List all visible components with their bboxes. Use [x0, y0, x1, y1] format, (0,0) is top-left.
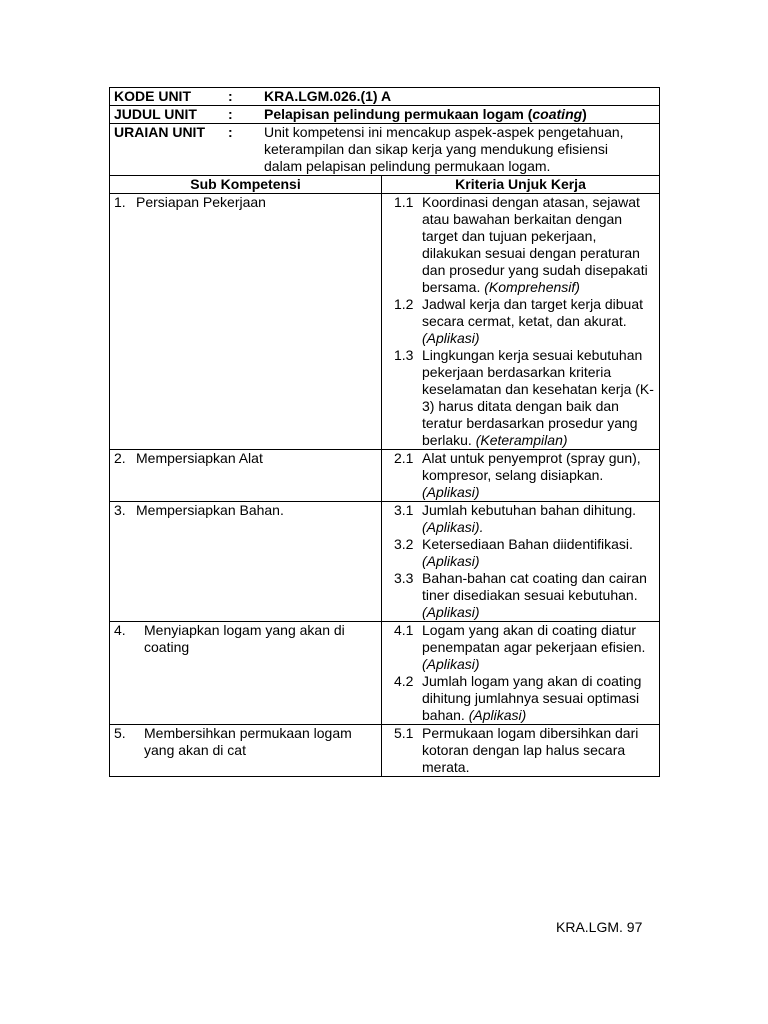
list-item	[386, 725, 655, 776]
list-item	[386, 622, 655, 673]
kriteria-tag: (Aplikasi)	[422, 553, 480, 569]
sub-kompetensi-title: Mempersiapkan Alat	[136, 450, 263, 466]
sub-kompetensi-cell	[110, 502, 382, 622]
column-header-kriteria: Kriteria Unjuk Kerja	[382, 176, 660, 194]
kriteria-text: Lingkungan kerja sesuai kebutuhan pekerjaan berdasarkan kriteria keselamatan dan kesehatan kerja (K-3) harus ditata dengan baik dan teratur berdasarkan prosedur yang berlaku.	[422, 347, 654, 448]
list-item	[386, 347, 655, 449]
judul-unit-value	[264, 106, 655, 123]
list-item	[386, 194, 655, 296]
sub-kompetensi-number: 5.	[114, 725, 126, 741]
column-header-sub: Sub Kompetensi	[110, 176, 382, 194]
sub-kompetensi-title: Menyiapkan logam yang akan di coating	[144, 622, 345, 655]
sub-kompetensi-cell	[110, 450, 382, 502]
kriteria-number: 4.2	[394, 673, 414, 689]
kriteria-cell	[382, 502, 660, 622]
kriteria-number: 3.3	[394, 570, 414, 586]
kriteria-tag: (Aplikasi)	[422, 484, 480, 500]
sub-kompetensi-cell	[110, 725, 382, 777]
table-row	[110, 725, 660, 777]
kode-unit-row	[110, 88, 660, 106]
sub-kompetensi-title: Persiapan Pekerjaan	[136, 194, 266, 210]
list-item	[386, 673, 655, 724]
uraian-unit-label: URAIAN UNIT	[114, 124, 205, 140]
kriteria-tag: (Aplikasi)	[422, 656, 480, 672]
kriteria-number: 1.1	[394, 194, 414, 210]
table-row	[110, 622, 660, 725]
kriteria-text: Jumlah kebutuhan bahan dihitung.	[422, 502, 637, 518]
competency-rows	[110, 194, 660, 777]
kriteria-text: Jumlah logam yang akan di coating dihitung jumlahnya sesuai optimasi bahan.	[422, 673, 642, 723]
kriteria-text: Logam yang akan di coating diatur penempatan agar pekerjaan efisien.	[422, 622, 646, 655]
sub-kompetensi-cell	[110, 622, 382, 725]
sub-kompetensi-cell	[110, 194, 382, 450]
sub-kompetensi-number: 3.	[114, 502, 126, 518]
kriteria-tag: (Aplikasi).	[422, 519, 484, 535]
kriteria-cell	[382, 194, 660, 450]
kriteria-cell	[382, 725, 660, 777]
uraian-unit-row	[110, 124, 660, 176]
table-row	[110, 194, 660, 450]
sub-kompetensi-title: Membersihkan permukaan logam yang akan di cat	[144, 725, 352, 758]
judul-unit-row	[110, 106, 660, 124]
kriteria-text: Alat untuk penyemprot (spray gun), kompresor, selang disiapkan.	[422, 450, 641, 483]
kriteria-cell	[382, 622, 660, 725]
page-footer: KRA.LGM. 97	[556, 919, 643, 935]
sub-kompetensi-number: 2.	[114, 450, 126, 466]
kriteria-number: 3.2	[394, 536, 414, 552]
judul-unit-value-italic: coating	[532, 106, 583, 122]
sub-kompetensi-number: 1.	[114, 194, 126, 210]
kriteria-tag: (Aplikasi)	[468, 707, 527, 723]
kriteria-number: 4.1	[394, 622, 414, 638]
kriteria-tag: (Aplikasi)	[422, 604, 480, 620]
list-item	[386, 450, 655, 501]
list-item	[386, 296, 655, 347]
sub-kompetensi-number: 4.	[114, 622, 126, 638]
uraian-unit-colon: :	[228, 124, 233, 140]
kriteria-text: Ketersediaan Bahan diidentifikasi.	[422, 536, 633, 552]
judul-unit-label: JUDUL UNIT	[114, 106, 197, 122]
kriteria-text: Permukaan logam dibersihkan dari kotoran dengan lap halus secara merata.	[422, 725, 639, 775]
kriteria-text: Bahan-bahan cat coating dan cairan tiner disediakan sesuai kebutuhan.	[422, 570, 647, 603]
kriteria-text: Jadwal kerja dan target kerja dibuat secara cermat, ketat, dan akurat.	[422, 296, 644, 329]
judul-unit-value-pre: Pelapisan pelindung permukaan logam (	[264, 106, 533, 122]
judul-unit-colon: :	[228, 106, 233, 122]
table-row	[110, 502, 660, 622]
table-row	[110, 450, 660, 502]
kriteria-text: Koordinasi dengan atasan, sejawat atau bawahan berkaitan dengan target dan tujuan pekerjaan, dilakukan sesuai dengan peraturan dan prosedur yang sudah disepakati bersama.	[422, 194, 648, 295]
kode-unit-colon: :	[228, 88, 233, 104]
column-header-row	[110, 176, 660, 194]
competency-table	[109, 87, 660, 777]
uraian-unit-value: Unit kompetensi ini mencakup aspek-aspek pengetahuan, keterampilan dan sikap kerja yang mendukung efisiensi dalam pelapisan pelindung permukaan logam.	[264, 124, 624, 174]
judul-unit-value-post: )	[582, 106, 587, 122]
kriteria-number: 5.1	[394, 725, 414, 741]
kriteria-tag: (Komprehensif)	[484, 279, 580, 295]
kode-unit-label: KODE UNIT	[114, 88, 191, 104]
kriteria-number: 2.1	[394, 450, 414, 466]
kriteria-number: 1.3	[394, 347, 414, 363]
kriteria-tag: (Aplikasi)	[422, 330, 480, 346]
kriteria-cell	[382, 450, 660, 502]
kriteria-number: 3.1	[394, 502, 414, 518]
sub-kompetensi-title: Mempersiapkan Bahan.	[136, 502, 284, 518]
kriteria-tag: (Keterampilan)	[475, 432, 568, 448]
list-item	[386, 536, 655, 570]
kriteria-number: 1.2	[394, 296, 414, 312]
list-item	[386, 502, 655, 536]
list-item	[386, 570, 655, 621]
kode-unit-value: KRA.LGM.026.(1) A	[264, 88, 392, 104]
